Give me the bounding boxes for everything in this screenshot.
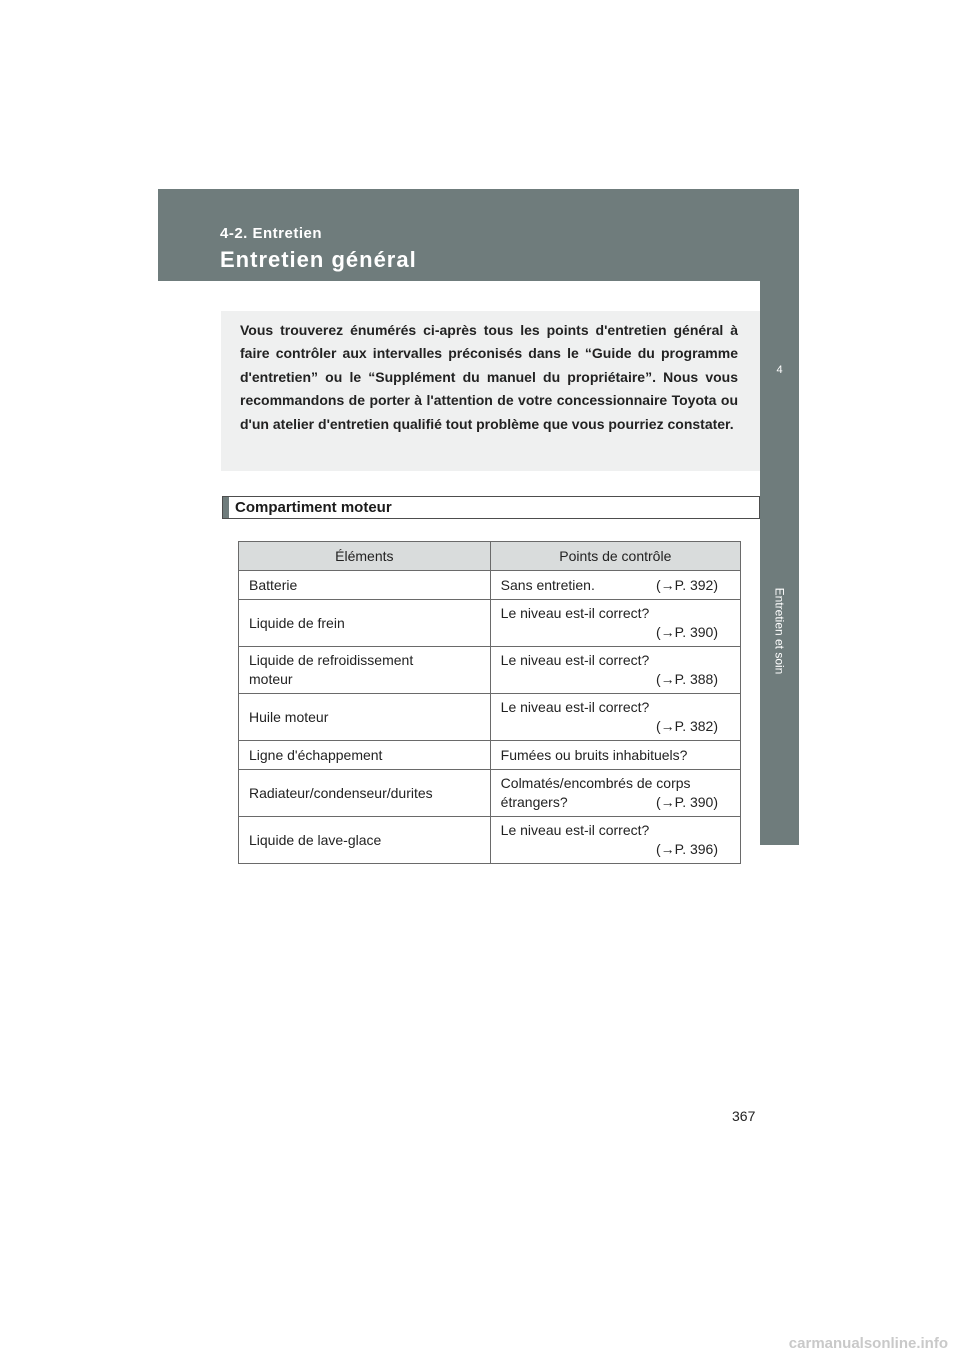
table-cell-check — [490, 647, 740, 694]
chapter-header-band — [158, 189, 799, 281]
check-text: Le niveau est-il correct? — [500, 699, 650, 715]
item-text-line: moteur — [249, 671, 293, 687]
page-reference-link[interactable]: (→P. 392) — [656, 576, 718, 593]
table-cell-item — [239, 647, 491, 694]
check-text: Le niveau est-il correct? — [500, 822, 650, 838]
watermark-text: carmanualsonline.info — [788, 1335, 948, 1352]
subsection-accent-bar — [223, 497, 229, 518]
check-text-line — [501, 793, 730, 812]
table-header-row — [239, 542, 741, 571]
table-header-items: Éléments — [239, 542, 491, 571]
table-row — [239, 741, 741, 770]
table-cell-check — [490, 770, 740, 817]
check-text: étrangers? — [500, 794, 568, 810]
check-text: Sans entretien. — [500, 576, 595, 593]
subsection-header — [222, 496, 760, 519]
page-title: Entretien général — [220, 247, 417, 272]
page-reference-link[interactable]: (→P. 390) — [656, 624, 718, 640]
item-text-line: Liquide de refroidissement — [249, 652, 414, 668]
page-number: 367 — [732, 1108, 756, 1124]
table-cell-check — [490, 817, 740, 864]
table-cell-check — [490, 600, 740, 647]
check-text: Colmatés/encombrés de corps — [500, 775, 691, 791]
maintenance-table — [238, 541, 741, 864]
section-label: 4-2. Entretien — [220, 225, 323, 242]
table-row — [239, 817, 741, 864]
check-text: Le niveau est-il correct? — [500, 605, 650, 621]
table-cell-check — [490, 694, 740, 741]
side-tab-label: Entretien et soin — [772, 587, 787, 675]
table-cell-check: Fumées ou bruits inhabituels? — [490, 741, 740, 770]
table-cell-item: Huile moteur — [239, 694, 491, 741]
table-row — [239, 770, 741, 817]
page-reference-link[interactable]: (→P. 390) — [656, 794, 718, 810]
table-row — [239, 600, 741, 647]
chapter-side-tab[interactable] — [760, 281, 799, 845]
page-reference-link[interactable]: (→P. 396) — [656, 841, 718, 857]
table-row — [239, 571, 741, 600]
table-header-checks: Points de contrôle — [490, 542, 740, 571]
check-text: Le niveau est-il correct? — [500, 652, 650, 668]
table-cell-check — [490, 571, 740, 600]
table-cell-item: Ligne d'échappement — [239, 741, 491, 770]
table-cell-item: Batterie — [239, 571, 491, 600]
table-cell-item: Radiateur/condenseur/durites — [239, 770, 491, 817]
subsection-title: Compartiment moteur — [235, 499, 392, 516]
side-tab-number: 4 — [776, 364, 783, 376]
table-cell-item: Liquide de frein — [239, 600, 491, 647]
page-reference-link[interactable]: (→P. 382) — [656, 718, 718, 734]
table-row — [239, 694, 741, 741]
table-cell-item: Liquide de lave-glace — [239, 817, 491, 864]
intro-text: Vous trouverez énumérés ci-après tous les points d'entretien général à faire contrôler aux intervalles préconisés dans le “Guide du programme d'entretien” ou le “Supplément du manuel du propriétaire”. Nous vous recommandons de porter à l'attention de votre concessionnaire Toyota ou d'un atelier d'entretien qualifié tout problème que vous pourriez constater. — [240, 322, 738, 432]
table-row — [239, 647, 741, 694]
intro-box — [221, 311, 760, 471]
page-reference-link[interactable]: (→P. 388) — [656, 671, 718, 687]
